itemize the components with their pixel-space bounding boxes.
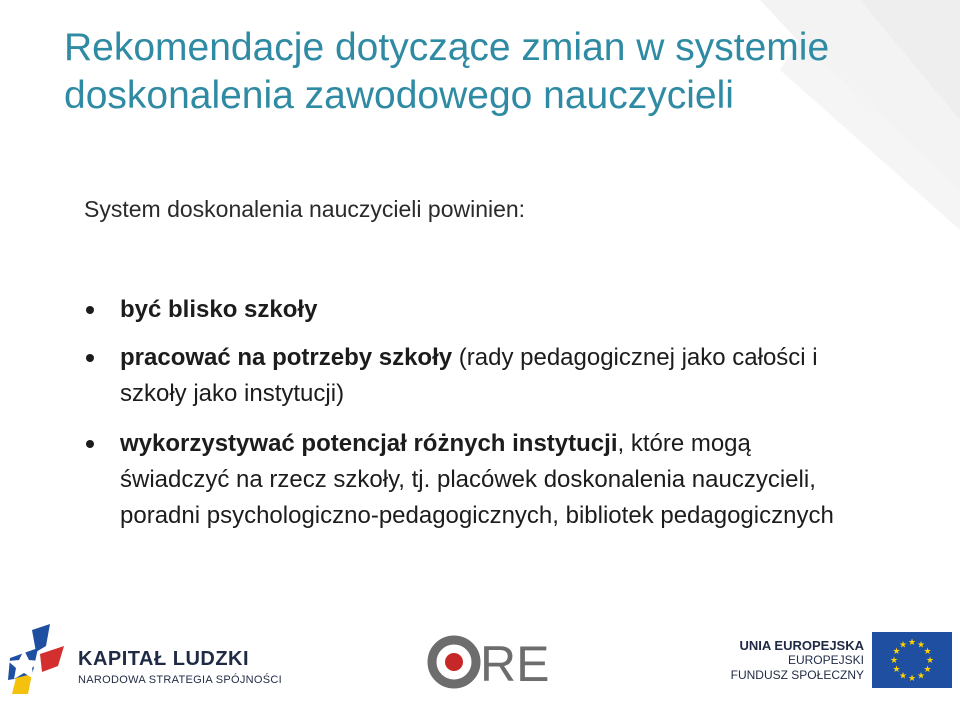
- eu-line-3: FUNDUSZ SPOŁECZNY: [730, 668, 864, 682]
- bullet-icon: [86, 440, 94, 448]
- svg-text:★: ★: [916, 671, 926, 682]
- kapital-ludzki-title: KAPITAŁ LUDZKI: [78, 648, 250, 670]
- page-title-line-2: doskonalenia zawodowego nauczycieli: [64, 74, 734, 117]
- ore-logo: [426, 634, 556, 690]
- ore-letters: RE: [480, 636, 550, 690]
- list-item: [84, 426, 844, 534]
- list-item-bold-text: być blisko szkoły: [120, 296, 318, 323]
- svg-text:★: ★: [898, 640, 908, 651]
- svg-text:★: ★: [892, 647, 901, 657]
- bullet-icon: [86, 354, 94, 362]
- eu-flag-icon: [872, 632, 952, 688]
- recommendation-list: [84, 292, 844, 548]
- list-item-bold-text: wykorzystywać potencjał różnych instytucji: [120, 430, 618, 457]
- svg-text:★: ★: [892, 665, 901, 675]
- page-title-line-1: Rekomendacje dotyczące zmian w systemie: [64, 26, 830, 69]
- list-item-bold-text: pracować na potrzeby szkoły: [120, 344, 453, 371]
- ore-dot: [445, 653, 463, 671]
- kapital-ludzki-emblem-icon: [2, 618, 74, 698]
- intro-text: System doskonalenia nauczycieli powinien:: [84, 196, 526, 222]
- svg-text:★: ★: [889, 656, 899, 666]
- page-title: [64, 24, 944, 120]
- eu-text: [720, 638, 864, 683]
- kapital-ludzki-subtitle: NARODOWA STRATEGIA SPÓJNOŚCI: [78, 674, 282, 686]
- eu-line-2: EUROPEJSKI: [787, 653, 864, 667]
- bullet-icon: [86, 306, 94, 314]
- list-item-text: (rady pedagogicznej jako całości i szkoły jako instytucji): [120, 344, 818, 407]
- svg-text:★: ★: [916, 640, 926, 651]
- svg-text:★: ★: [907, 638, 917, 648]
- svg-text:★: ★: [898, 671, 908, 682]
- list-item: [84, 292, 844, 328]
- svg-text:★: ★: [907, 674, 917, 684]
- list-item-text: , które mogą świadczyć na rzecz szkoły, tj. placówek doskonalenia nauczycieli, poradni psychologiczno-pedagogicznych, bibliotek pedagogicznych: [120, 430, 834, 529]
- svg-text:★: ★: [923, 665, 932, 675]
- svg-text:★: ★: [923, 647, 932, 657]
- kapital-ludzki-logo: [2, 618, 302, 698]
- svg-text:★: ★: [925, 656, 935, 666]
- eu-line-1: UNIA EUROPEJSKA: [739, 638, 864, 653]
- list-item: [84, 340, 844, 412]
